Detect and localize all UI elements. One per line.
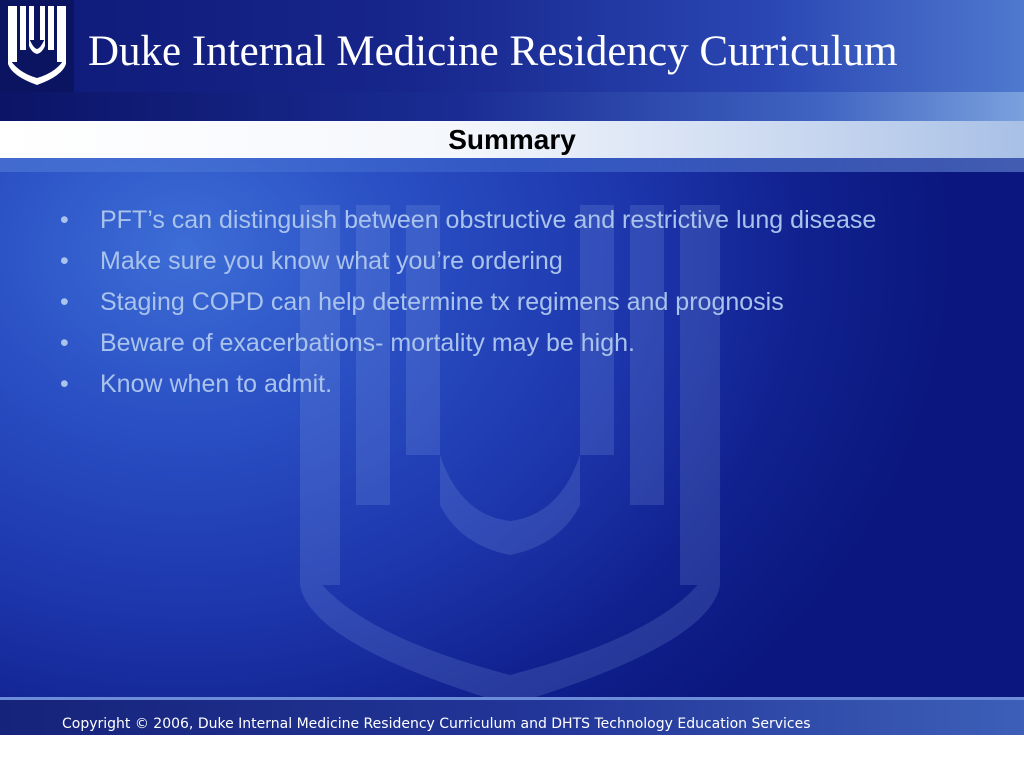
bullet-item xyxy=(60,203,920,238)
bullet-dot: • xyxy=(60,288,69,316)
bullet-text: Staging COPD can help determine tx regimens and prognosis xyxy=(100,288,784,316)
copyright-notice: Copyright © 2006, Duke Internal Medicine Residency Curriculum and DHTS Technology Education Services xyxy=(62,716,811,732)
header-stripe xyxy=(0,92,1024,121)
slide-header xyxy=(0,0,1024,92)
footer-band xyxy=(0,697,1024,735)
course-title: Duke Internal Medicine Residency Curriculum xyxy=(88,28,898,75)
title-bar xyxy=(0,121,1024,158)
slide-title: Summary xyxy=(448,124,576,155)
bullet-dot: • xyxy=(60,206,69,234)
bullet-dot: • xyxy=(60,247,69,275)
bullet-list xyxy=(60,203,920,408)
bullet-text: Make sure you know what you’re ordering xyxy=(100,247,563,275)
logo-box xyxy=(0,0,74,92)
bullet-item xyxy=(60,244,920,279)
duke-shield-logo-icon xyxy=(6,6,68,86)
bullet-dot: • xyxy=(60,370,69,398)
bullet-text: PFT’s can distinguish between obstructive and restrictive lung disease xyxy=(100,206,877,234)
bullet-text: Beware of exacerbations- mortality may be high. xyxy=(100,329,635,357)
bullet-text: Know when to admit. xyxy=(100,370,333,398)
bullet-dot: • xyxy=(60,329,69,357)
bullet-item xyxy=(60,285,920,320)
bullet-item xyxy=(60,367,920,402)
bullet-item xyxy=(60,326,920,361)
title-underline-stripe xyxy=(0,158,1024,172)
